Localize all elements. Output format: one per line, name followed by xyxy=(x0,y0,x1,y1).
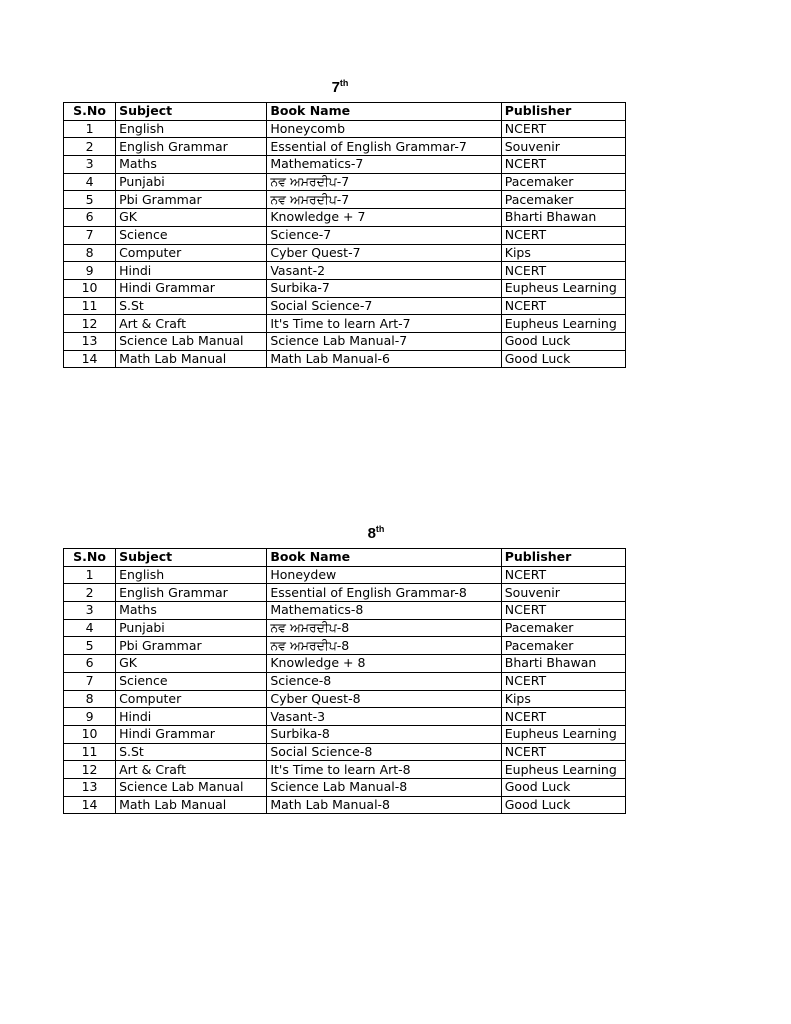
cell-publisher: Eupheus Learning xyxy=(501,761,625,779)
cell-subject: Science xyxy=(116,226,267,244)
cell-book-name: Cyber Quest-8 xyxy=(267,690,501,708)
cell-publisher: NCERT xyxy=(501,262,625,280)
cell-sno: 4 xyxy=(64,619,116,637)
cell-publisher: Good Luck xyxy=(501,796,625,814)
cell-book-name: Essential of English Grammar-8 xyxy=(267,584,501,602)
cell-sno: 9 xyxy=(64,262,116,280)
cell-publisher: NCERT xyxy=(501,672,625,690)
table-row xyxy=(64,655,626,673)
header-sno: S.No xyxy=(64,549,116,567)
cell-subject: Computer xyxy=(116,244,267,262)
cell-sno: 11 xyxy=(64,743,116,761)
cell-sno: 12 xyxy=(64,761,116,779)
book-list-table xyxy=(63,102,626,368)
cell-subject: Art & Craft xyxy=(116,315,267,333)
cell-publisher: Good Luck xyxy=(501,332,625,350)
cell-book-name: Honeydew xyxy=(267,566,501,584)
table-row xyxy=(64,602,626,620)
cell-book-name: ਨਵ ਅਮਰਦੀਪ-7 xyxy=(267,173,501,191)
cell-sno: 1 xyxy=(64,120,116,138)
grade-number: 8 xyxy=(367,525,376,542)
table-row xyxy=(64,262,626,280)
cell-publisher: Good Luck xyxy=(501,778,625,796)
cell-book-name: ਨਵ ਅਮਰਦੀਪ-8 xyxy=(267,637,501,655)
cell-publisher: Pacemaker xyxy=(501,173,625,191)
table-row xyxy=(64,725,626,743)
cell-subject: Hindi xyxy=(116,262,267,280)
cell-publisher: Eupheus Learning xyxy=(501,725,625,743)
cell-sno: 6 xyxy=(64,209,116,227)
table-row xyxy=(64,173,626,191)
cell-sno: 7 xyxy=(64,226,116,244)
cell-subject: Maths xyxy=(116,602,267,620)
cell-subject: GK xyxy=(116,655,267,673)
table-row xyxy=(64,138,626,156)
cell-subject: Pbi Grammar xyxy=(116,191,267,209)
table-header-row xyxy=(64,103,626,121)
cell-publisher: NCERT xyxy=(501,120,625,138)
cell-subject: S.St xyxy=(116,743,267,761)
cell-sno: 11 xyxy=(64,297,116,315)
cell-publisher: NCERT xyxy=(501,566,625,584)
table-row xyxy=(64,672,626,690)
cell-book-name: Social Science-7 xyxy=(267,297,501,315)
table-row xyxy=(64,743,626,761)
cell-publisher: Bharti Bhawan xyxy=(501,209,625,227)
cell-publisher: NCERT xyxy=(501,602,625,620)
cell-sno: 2 xyxy=(64,138,116,156)
table-row xyxy=(64,637,626,655)
cell-sno: 9 xyxy=(64,708,116,726)
cell-book-name: Knowledge + 7 xyxy=(267,209,501,227)
cell-publisher: Kips xyxy=(501,244,625,262)
cell-sno: 5 xyxy=(64,637,116,655)
cell-sno: 12 xyxy=(64,315,116,333)
cell-book-name: Cyber Quest-7 xyxy=(267,244,501,262)
cell-book-name: Surbika-7 xyxy=(267,279,501,297)
cell-subject: Maths xyxy=(116,156,267,174)
cell-subject: GK xyxy=(116,209,267,227)
cell-sno: 8 xyxy=(64,690,116,708)
table-row xyxy=(64,156,626,174)
cell-subject: Science Lab Manual xyxy=(116,332,267,350)
header-book-name: Book Name xyxy=(267,103,501,121)
header-subject: Subject xyxy=(116,103,267,121)
cell-book-name: ਨਵ ਅਮਰਦੀਪ-7 xyxy=(267,191,501,209)
table-body xyxy=(64,566,626,814)
cell-subject: Computer xyxy=(116,690,267,708)
cell-book-name: Essential of English Grammar-7 xyxy=(267,138,501,156)
table-row xyxy=(64,690,626,708)
cell-sno: 13 xyxy=(64,778,116,796)
cell-book-name: Science-7 xyxy=(267,226,501,244)
cell-publisher: NCERT xyxy=(501,743,625,761)
cell-book-name: ਨਵ ਅਮਰਦੀਪ-8 xyxy=(267,619,501,637)
cell-sno: 4 xyxy=(64,173,116,191)
table-row xyxy=(64,244,626,262)
cell-subject: Punjabi xyxy=(116,173,267,191)
cell-book-name: It's Time to learn Art-7 xyxy=(267,315,501,333)
cell-sno: 10 xyxy=(64,725,116,743)
cell-book-name: Science Lab Manual-7 xyxy=(267,332,501,350)
grade-suffix: th xyxy=(339,78,349,88)
cell-publisher: Good Luck xyxy=(501,350,625,368)
cell-sno: 8 xyxy=(64,244,116,262)
cell-publisher: NCERT xyxy=(501,708,625,726)
cell-publisher: Souvenir xyxy=(501,584,625,602)
cell-publisher: Bharti Bhawan xyxy=(501,655,625,673)
table-row xyxy=(64,566,626,584)
cell-sno: 10 xyxy=(64,279,116,297)
table-row xyxy=(64,226,626,244)
table-body xyxy=(64,120,626,368)
cell-sno: 1 xyxy=(64,566,116,584)
cell-subject: Pbi Grammar xyxy=(116,637,267,655)
table-row xyxy=(64,191,626,209)
table-row xyxy=(64,332,626,350)
grade-8-section xyxy=(63,520,626,814)
cell-publisher: Kips xyxy=(501,690,625,708)
cell-subject: English Grammar xyxy=(116,584,267,602)
table-row xyxy=(64,350,626,368)
grade-title xyxy=(54,74,626,102)
cell-sno: 13 xyxy=(64,332,116,350)
cell-book-name: Mathematics-8 xyxy=(267,602,501,620)
table-row xyxy=(64,315,626,333)
cell-book-name: Math Lab Manual-6 xyxy=(267,350,501,368)
table-header-row xyxy=(64,549,626,567)
cell-subject: Science xyxy=(116,672,267,690)
cell-subject: Hindi Grammar xyxy=(116,279,267,297)
cell-sno: 7 xyxy=(64,672,116,690)
cell-sno: 5 xyxy=(64,191,116,209)
cell-publisher: Pacemaker xyxy=(501,637,625,655)
header-publisher: Publisher xyxy=(501,549,625,567)
cell-sno: 6 xyxy=(64,655,116,673)
table-row xyxy=(64,619,626,637)
cell-book-name: Mathematics-7 xyxy=(267,156,501,174)
cell-book-name: Science-8 xyxy=(267,672,501,690)
cell-publisher: Pacemaker xyxy=(501,191,625,209)
table-row xyxy=(64,209,626,227)
header-sno: S.No xyxy=(64,103,116,121)
cell-subject: English xyxy=(116,566,267,584)
cell-subject: Hindi Grammar xyxy=(116,725,267,743)
cell-book-name: It's Time to learn Art-8 xyxy=(267,761,501,779)
cell-publisher: Eupheus Learning xyxy=(501,315,625,333)
book-list-table xyxy=(63,548,626,814)
grade-7-section xyxy=(63,74,626,368)
cell-sno: 14 xyxy=(64,796,116,814)
cell-book-name: Vasant-3 xyxy=(267,708,501,726)
table-row xyxy=(64,120,626,138)
cell-subject: Math Lab Manual xyxy=(116,796,267,814)
cell-sno: 3 xyxy=(64,602,116,620)
cell-book-name: Science Lab Manual-8 xyxy=(267,778,501,796)
cell-book-name: Surbika-8 xyxy=(267,725,501,743)
table-row xyxy=(64,708,626,726)
table-row xyxy=(64,297,626,315)
cell-book-name: Social Science-8 xyxy=(267,743,501,761)
cell-publisher: Pacemaker xyxy=(501,619,625,637)
cell-sno: 3 xyxy=(64,156,116,174)
cell-subject: English xyxy=(116,120,267,138)
cell-subject: Hindi xyxy=(116,708,267,726)
table-row xyxy=(64,796,626,814)
cell-book-name: Math Lab Manual-8 xyxy=(267,796,501,814)
cell-subject: Punjabi xyxy=(116,619,267,637)
cell-subject: Science Lab Manual xyxy=(116,778,267,796)
cell-publisher: NCERT xyxy=(501,226,625,244)
header-book-name: Book Name xyxy=(267,549,501,567)
cell-subject: English Grammar xyxy=(116,138,267,156)
header-subject: Subject xyxy=(116,549,267,567)
cell-subject: Math Lab Manual xyxy=(116,350,267,368)
table-row xyxy=(64,584,626,602)
cell-sno: 14 xyxy=(64,350,116,368)
table-row xyxy=(64,279,626,297)
cell-subject: S.St xyxy=(116,297,267,315)
header-publisher: Publisher xyxy=(501,103,625,121)
cell-publisher: Eupheus Learning xyxy=(501,279,625,297)
grade-suffix: th xyxy=(375,524,385,534)
cell-publisher: NCERT xyxy=(501,156,625,174)
grade-number: 7 xyxy=(331,79,340,96)
table-row xyxy=(64,778,626,796)
cell-book-name: Knowledge + 8 xyxy=(267,655,501,673)
cell-sno: 2 xyxy=(64,584,116,602)
cell-publisher: Souvenir xyxy=(501,138,625,156)
table-row xyxy=(64,761,626,779)
cell-book-name: Vasant-2 xyxy=(267,262,501,280)
cell-book-name: Honeycomb xyxy=(267,120,501,138)
cell-publisher: NCERT xyxy=(501,297,625,315)
grade-title xyxy=(126,520,626,548)
cell-subject: Art & Craft xyxy=(116,761,267,779)
